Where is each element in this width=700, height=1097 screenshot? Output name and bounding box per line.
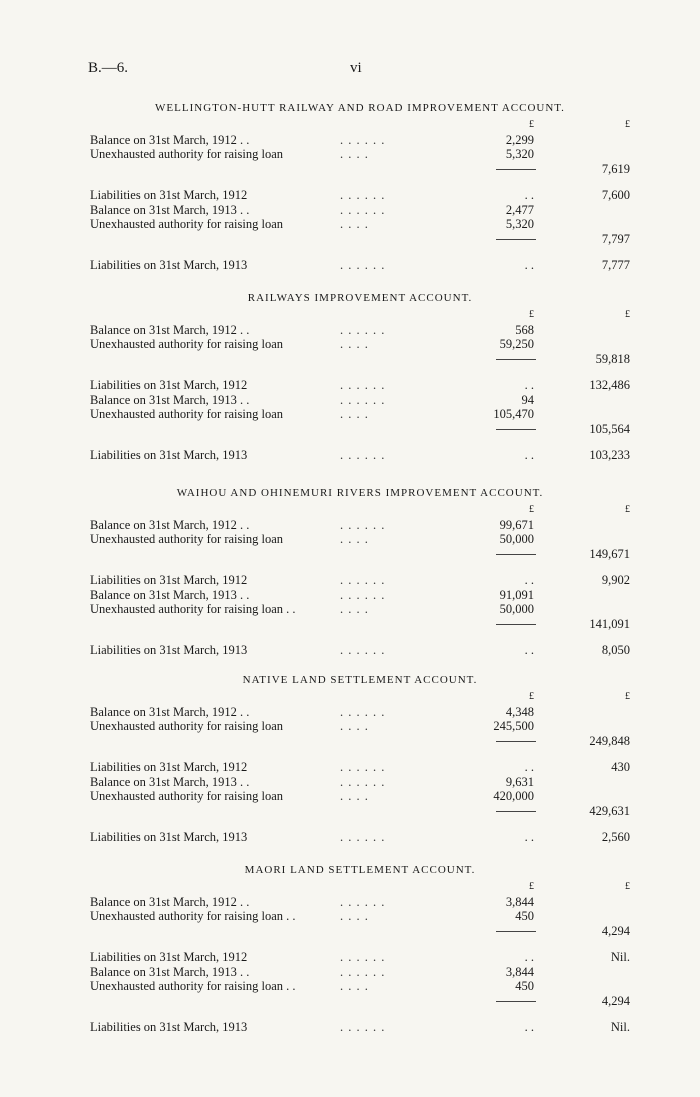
row-label: Liabilities on 31st March, 1912 xyxy=(90,760,248,774)
amount-column-1: 450 xyxy=(515,909,534,923)
row-label: Unexhausted authority for raising loan . . xyxy=(90,979,296,993)
ledger-row xyxy=(90,133,630,148)
subtotal-rule xyxy=(496,931,536,932)
ledger-row xyxy=(90,719,630,734)
amount-column-1: 59,250 xyxy=(499,337,534,351)
row-label: Balance on 31st March, 1913 . . xyxy=(90,774,250,789)
account-title: WAIHOU AND OHINEMURI RIVERS IMPROVEMENT ACCOUNT. xyxy=(176,487,544,499)
ledger-row xyxy=(90,217,630,232)
account-title: NATIVE LAND SETTLEMENT ACCOUNT. xyxy=(242,674,478,686)
row-label: Liabilities on 31st March, 1912 xyxy=(90,950,248,964)
amount-column-1: 99,671 xyxy=(499,517,534,532)
amount-column-1: . . xyxy=(524,1020,534,1034)
amount-column-2: 7,600 xyxy=(601,188,630,202)
amount-column-1: . . xyxy=(524,188,534,202)
ledger-row xyxy=(90,448,630,463)
ledger-row xyxy=(90,188,630,203)
row-label: Balance on 31st March, 1912 . . xyxy=(90,322,250,337)
amount-column-2: Nil. xyxy=(610,1020,630,1034)
ledger-row xyxy=(90,979,630,994)
subtotal-rule xyxy=(496,359,536,360)
account-title: RAILWAYS IMPROVEMENT ACCOUNT. xyxy=(247,292,473,304)
page-number: vi xyxy=(350,60,362,76)
row-label: Unexhausted authority for raising loan xyxy=(90,789,284,803)
row-label: Liabilities on 31st March, 1912 xyxy=(90,378,248,392)
subtotal-row xyxy=(90,994,630,1009)
row-label: Unexhausted authority for raising loan xyxy=(90,719,284,733)
currency-header-row xyxy=(90,118,630,133)
amount-column-1: . . xyxy=(524,950,534,964)
ledger-row xyxy=(90,950,630,965)
amount-column-1: 3,844 xyxy=(505,964,534,979)
ledger-row xyxy=(90,643,630,658)
subtotal-row xyxy=(90,547,630,562)
currency-symbol: £ xyxy=(529,881,534,892)
subtotal-row xyxy=(90,734,630,749)
row-label: Liabilities on 31st March, 1912 xyxy=(90,188,248,202)
ledger-row xyxy=(90,518,630,533)
currency-symbol: £ xyxy=(625,691,630,702)
leader-dots: . . . . . . xyxy=(340,830,386,844)
subtotal-rule xyxy=(496,811,536,812)
row-label: Balance on 31st March, 1912 . . xyxy=(90,517,250,532)
leader-dots: . . . . . . xyxy=(340,643,386,657)
leader-dots: . . . . xyxy=(340,789,369,803)
amount-column-2: 105,564 xyxy=(589,421,630,436)
row-label: Balance on 31st March, 1913 . . xyxy=(90,392,250,407)
leader-dots: . . . . xyxy=(340,407,369,421)
amount-column-1: 245,500 xyxy=(493,719,534,733)
ledger-row xyxy=(90,760,630,775)
leader-dots: . . . . xyxy=(340,602,369,616)
account-section xyxy=(90,672,630,845)
amount-column-1: 4,348 xyxy=(505,704,534,719)
amount-column-2: 4,294 xyxy=(601,923,630,938)
leader-dots: . . . . . . xyxy=(340,188,386,202)
row-label: Unexhausted authority for raising loan xyxy=(90,147,284,161)
ledger-row xyxy=(90,830,630,845)
ledger-row xyxy=(90,258,630,273)
account-section xyxy=(90,485,630,658)
subtotal-rule xyxy=(496,429,536,430)
row-label: Balance on 31st March, 1912 . . xyxy=(90,132,250,147)
leader-dots: . . . . . . xyxy=(340,587,386,602)
subtotal-rule xyxy=(496,741,536,742)
row-label: Unexhausted authority for raising loan xyxy=(90,532,284,546)
leader-dots: . . . . . . xyxy=(340,774,386,789)
ledger-row xyxy=(90,1020,630,1035)
subtotal-row xyxy=(90,232,630,247)
ledger-row xyxy=(90,895,630,910)
ledger-row xyxy=(90,705,630,720)
ledger-row xyxy=(90,147,630,162)
amount-column-1: . . xyxy=(524,643,534,657)
ledger-row xyxy=(90,203,630,218)
leader-dots: . . . . . . xyxy=(340,573,386,587)
amount-column-1: 50,000 xyxy=(499,532,534,546)
ledger-row xyxy=(90,965,630,980)
currency-symbol: £ xyxy=(625,504,630,515)
row-label: Unexhausted authority for raising loan . . xyxy=(90,602,296,616)
amount-column-1: . . xyxy=(524,830,534,844)
currency-symbol: £ xyxy=(625,309,630,320)
ledger-row xyxy=(90,573,630,588)
amount-column-2: 249,848 xyxy=(589,733,630,748)
amount-column-2: 7,619 xyxy=(601,161,630,176)
amount-column-2: 7,797 xyxy=(601,231,630,246)
leader-dots: . . . . xyxy=(340,979,369,993)
subtotal-rule xyxy=(496,239,536,240)
amount-column-2: 149,671 xyxy=(589,546,630,561)
row-label: Liabilities on 31st March, 1913 xyxy=(90,258,248,272)
ledger-row xyxy=(90,323,630,338)
amount-column-2: 103,233 xyxy=(589,448,630,462)
leader-dots: . . . . xyxy=(340,217,369,231)
amount-column-1: 420,000 xyxy=(493,789,534,803)
account-section xyxy=(90,100,630,273)
amount-column-2: 8,050 xyxy=(601,643,630,657)
leader-dots: . . . . xyxy=(340,532,369,546)
ledger-row xyxy=(90,407,630,422)
amount-column-1: 94 xyxy=(521,392,534,407)
amount-column-1: 50,000 xyxy=(499,602,534,616)
row-label: Unexhausted authority for raising loan . . xyxy=(90,909,296,923)
ledger-row xyxy=(90,775,630,790)
amount-column-1: 2,299 xyxy=(505,132,534,147)
amount-column-1: 5,320 xyxy=(505,217,534,231)
page-header xyxy=(88,60,628,80)
amount-column-2: 429,631 xyxy=(589,803,630,818)
amount-column-2: Nil. xyxy=(610,950,630,964)
row-label: Unexhausted authority for raising loan xyxy=(90,407,284,421)
amount-column-1: 91,091 xyxy=(499,587,534,602)
currency-header-row xyxy=(90,503,630,518)
row-label: Balance on 31st March, 1912 . . xyxy=(90,704,250,719)
ledger-row xyxy=(90,909,630,924)
subtotal-row xyxy=(90,617,630,632)
leader-dots: . . . . xyxy=(340,909,369,923)
leader-dots: . . . . . . xyxy=(340,322,386,337)
subtotal-rule xyxy=(496,1001,536,1002)
row-label: Unexhausted authority for raising loan xyxy=(90,337,284,351)
subtotal-row xyxy=(90,422,630,437)
leader-dots: . . . . . . xyxy=(340,704,386,719)
ledger-row xyxy=(90,588,630,603)
amount-column-2: 4,294 xyxy=(601,993,630,1008)
amount-column-1: . . xyxy=(524,258,534,272)
amount-column-1: . . xyxy=(524,378,534,392)
leader-dots: . . . . . . xyxy=(340,950,386,964)
leader-dots: . . . . xyxy=(340,719,369,733)
currency-header-row xyxy=(90,690,630,705)
row-label: Balance on 31st March, 1913 . . xyxy=(90,964,250,979)
subtotal-row xyxy=(90,804,630,819)
leader-dots: . . . . . . xyxy=(340,517,386,532)
currency-symbol: £ xyxy=(529,504,534,515)
amount-column-2: 9,902 xyxy=(601,573,630,587)
amount-column-2: 430 xyxy=(611,760,630,774)
account-title: WELLINGTON-HUTT RAILWAY AND ROAD IMPROVEMENT ACCOUNT. xyxy=(155,102,565,114)
subtotal-row xyxy=(90,352,630,367)
row-label: Balance on 31st March, 1913 . . xyxy=(90,202,250,217)
ledger-row xyxy=(90,789,630,804)
amount-column-1: 3,844 xyxy=(505,894,534,909)
row-label: Balance on 31st March, 1912 . . xyxy=(90,894,250,909)
leader-dots: . . . . xyxy=(340,337,369,351)
subtotal-row xyxy=(90,162,630,177)
subtotal-rule xyxy=(496,554,536,555)
row-label: Unexhausted authority for raising loan xyxy=(90,217,284,231)
ledger-row xyxy=(90,602,630,617)
row-label: Balance on 31st March, 1913 . . xyxy=(90,587,250,602)
amount-column-1: . . xyxy=(524,448,534,462)
currency-symbol: £ xyxy=(625,881,630,892)
subtotal-row xyxy=(90,924,630,939)
leader-dots: . . . . . . xyxy=(340,448,386,462)
leader-dots: . . . . . . xyxy=(340,760,386,774)
row-label: Liabilities on 31st March, 1913 xyxy=(90,1020,248,1034)
amount-column-2: 141,091 xyxy=(589,616,630,631)
currency-header-row xyxy=(90,880,630,895)
amount-column-1: 5,320 xyxy=(505,147,534,161)
currency-header-row xyxy=(90,308,630,323)
currency-symbol: £ xyxy=(529,691,534,702)
currency-symbol: £ xyxy=(529,309,534,320)
row-label: Liabilities on 31st March, 1913 xyxy=(90,448,248,462)
amount-column-1: 105,470 xyxy=(493,407,534,421)
ledger-row xyxy=(90,532,630,547)
leader-dots: . . . . xyxy=(340,147,369,161)
ledger-row xyxy=(90,378,630,393)
leader-dots: . . . . . . xyxy=(340,202,386,217)
amount-column-1: 450 xyxy=(515,979,534,993)
amount-column-2: 132,486 xyxy=(589,378,630,392)
currency-symbol: £ xyxy=(529,119,534,130)
account-title: MAORI LAND SETTLEMENT ACCOUNT. xyxy=(244,864,476,876)
leader-dots: . . . . . . xyxy=(340,378,386,392)
amount-column-1: 9,631 xyxy=(505,774,534,789)
row-label: Liabilities on 31st March, 1912 xyxy=(90,573,248,587)
document-reference: B.—6. xyxy=(88,60,129,76)
ledger-row xyxy=(90,337,630,352)
subtotal-rule xyxy=(496,624,536,625)
leader-dots: . . . . . . xyxy=(340,964,386,979)
currency-symbol: £ xyxy=(625,119,630,130)
amount-column-2: 2,560 xyxy=(601,830,630,844)
leader-dots: . . . . . . xyxy=(340,1020,386,1034)
amount-column-2: 7,777 xyxy=(601,258,630,272)
leader-dots: . . . . . . xyxy=(340,132,386,147)
account-section xyxy=(90,862,630,1035)
leader-dots: . . . . . . xyxy=(340,392,386,407)
amount-column-1: . . xyxy=(524,573,534,587)
amount-column-2: 59,818 xyxy=(595,351,630,366)
row-label: Liabilities on 31st March, 1913 xyxy=(90,830,248,844)
ledger-row xyxy=(90,393,630,408)
account-section xyxy=(90,290,630,463)
amount-column-1: . . xyxy=(524,760,534,774)
subtotal-rule xyxy=(496,169,536,170)
amount-column-1: 2,477 xyxy=(505,202,534,217)
leader-dots: . . . . . . xyxy=(340,894,386,909)
leader-dots: . . . . . . xyxy=(340,258,386,272)
amount-column-1: 568 xyxy=(515,322,534,337)
row-label: Liabilities on 31st March, 1913 xyxy=(90,643,248,657)
